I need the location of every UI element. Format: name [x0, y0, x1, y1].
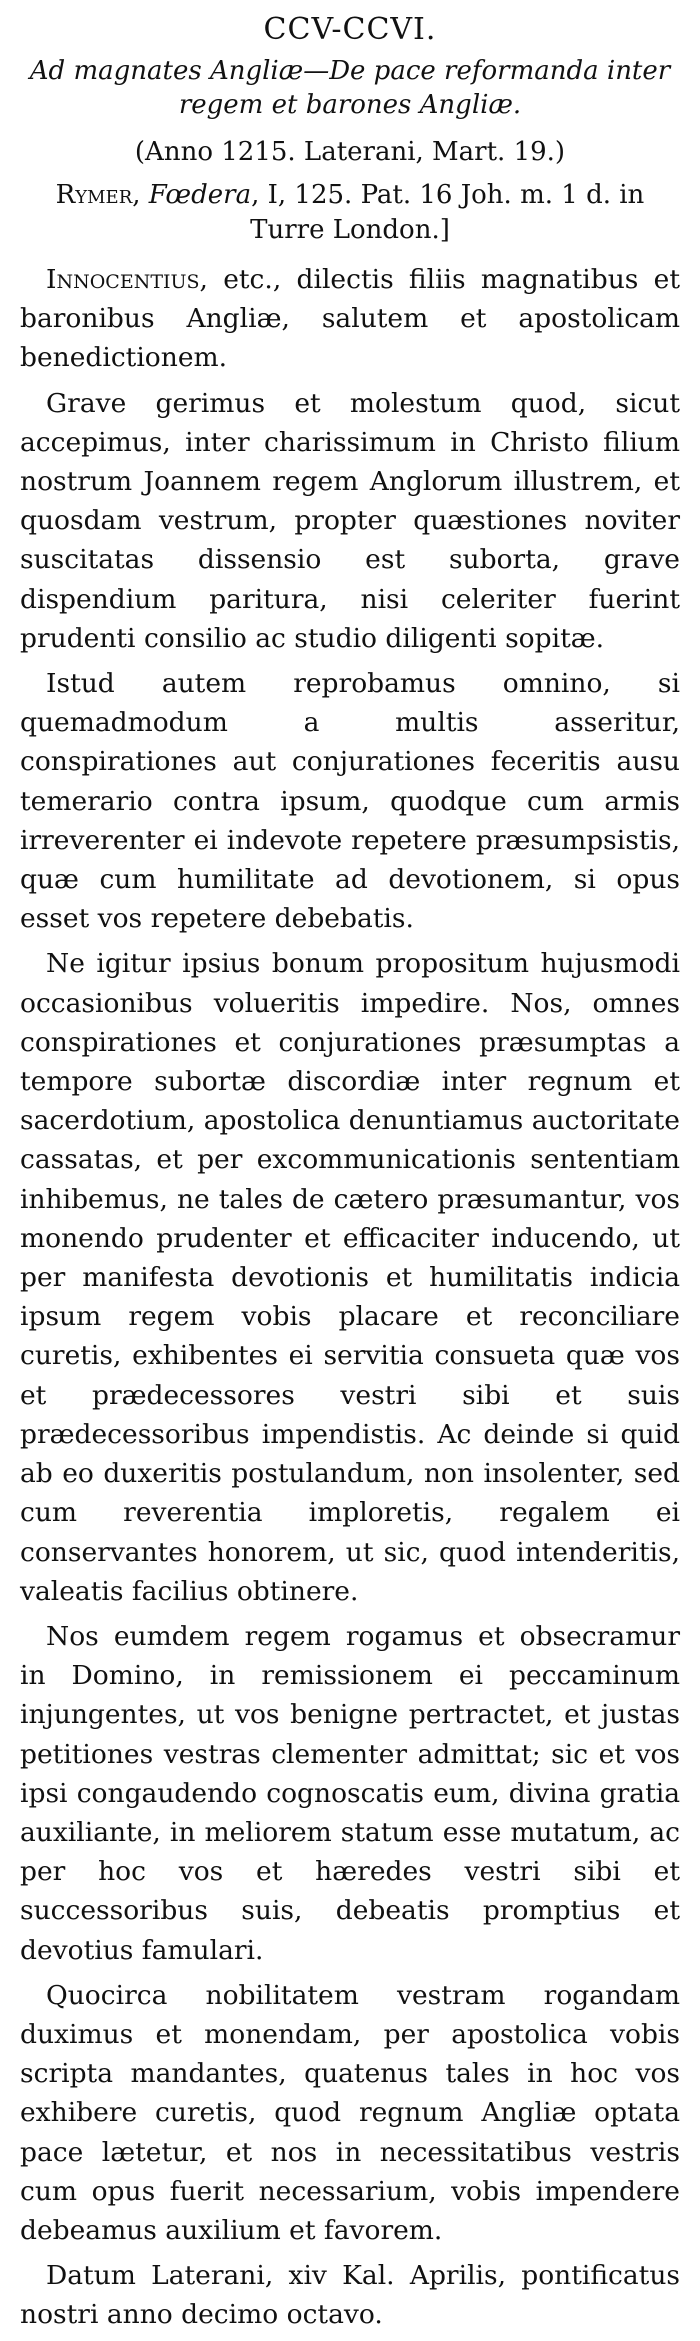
document-subtitle: Ad magnates Angliæ—De pace reformanda inter regem et barones Angliæ.	[29, 56, 671, 120]
source-author: Rymer	[55, 180, 133, 210]
document-number: CCV-CCVI.	[263, 12, 437, 47]
paragraph: Grave gerimus et molestum quod, sicut accepimus, inter charissimum in Christo filium nostrum Joannem regem Anglorum illustrem, et quosdam vestrum, propter quæstiones noviter suscitatas dissensio est suborta, grave dispendium paritura, nisi celeriter fuerint prudenti consilio ac studio diligenti sopitæ.	[20, 387, 680, 654]
paragraph: Istud autem reprobamus omnino, si quemadmodum a multis asseritur, conspirationes aut conjurationes feceritis ausu temerario contra ipsum, quodque cum armis irreverenter ei indevote repetere præsumpsistis, quæ cum humilitate ad devotionem, si opus esset vos repetere debebatis.	[20, 668, 680, 935]
paragraph-dating-clause: Datum Laterani, xiv Kal. Aprilis, pontificatus nostri anno decimo octavo.	[20, 2260, 680, 2331]
document-page	[20, 10, 680, 2341]
paragraph: Quocirca nobilitatem vestram rogandam duximus et monendam, per apostolica vobis scripta mandantes, quatenus tales in hoc vos exhibere curetis, quod regnum Angliæ optata pace lætetur, et nos in necessitatibus vestris cum opus fuerit necessarium, vobis impendere debeamus auxilium et favorem.	[20, 1979, 680, 2246]
paragraph: Nos eumdem regem rogamus et obsecramur in Domino, in remissionem ei peccaminum injungentes, ut vos benigne pertractet, et justas petitiones vestras clementer admittat; sic et vos ipsi congaudendo cognoscatis eum, divina gratia auxiliante, in meliorem statum esse mutatum, ac per hoc vos et hæredes vestri sibi et successoribus suis, debeatis promptius et devotius famulari.	[20, 1620, 680, 1966]
sender-name: Innocentius	[46, 264, 200, 295]
source-work: Fœdera	[148, 180, 252, 210]
paragraph-text: , etc., dilectis filiis magnatibus et baronibus Angliæ, salutem et apostolicam benedictionem.	[20, 264, 680, 374]
source-citation	[20, 178, 680, 248]
source-reference: , I, 125. Pat. 16 Joh. m. 1 d. in Turre London.]	[250, 180, 645, 245]
document-date: (Anno 1215. Laterani, Mart. 19.)	[134, 137, 566, 167]
paragraph-salutation	[20, 260, 680, 378]
source-separator: ,	[132, 180, 149, 210]
paragraph: Ne igitur ipsius bonum propositum hujusmodi occasionibus volueritis impedire. Nos, omnes conspirationes et conjurationes præsumptas a tempore subortæ discordiæ inter regnum et sacerdotium, apostolica denuntiamus auctoritate cassatas, et per excommunicationis sententiam inhibemus, ne tales de cætero præsumantur, vos monendo prudenter et efficaciter inducendo, ut per manifesta devotionis et humilitatis indicia ipsum regem vobis placare et reconciliare curetis, exhibentes ei servitia consueta quæ vos et prædecessores vestri sibi et suis prædecessoribus impendistis. Ac deinde si quid ab eo duxeritis postulandum, non insolenter, sed cum reverentia imploretis, regalem ei conservantes honorem, ut sic, quod intenderitis, valeatis facilius obtinere.	[20, 948, 680, 1607]
